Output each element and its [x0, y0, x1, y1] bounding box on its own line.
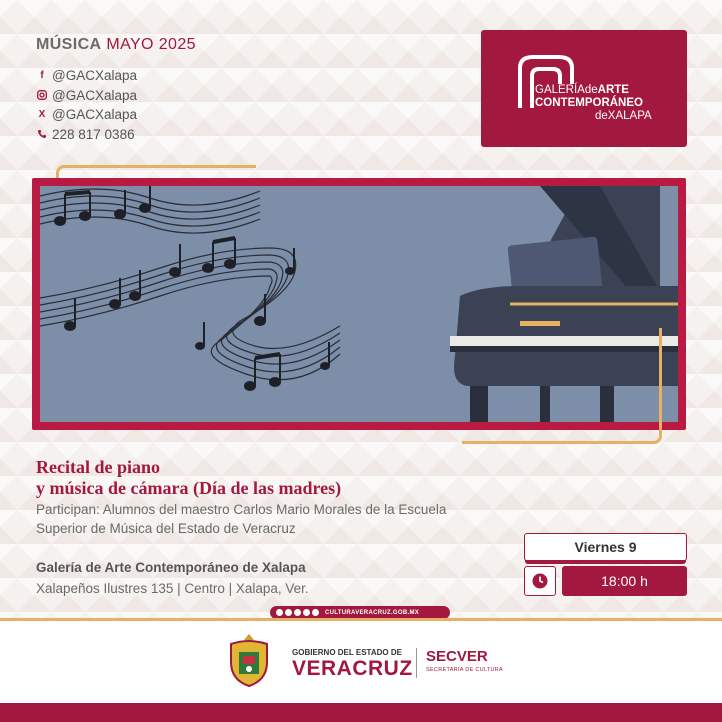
facebook-icon — [276, 609, 283, 616]
month-heading — [36, 36, 196, 54]
social-phone[interactable] — [36, 125, 137, 145]
footer-divider — [416, 648, 417, 678]
instagram-icon — [36, 89, 48, 101]
secver-logo: SECVER — [426, 648, 488, 665]
gold-frame-bottom — [462, 328, 662, 444]
event-title — [36, 457, 341, 499]
veracruz-coat-of-arms-icon — [226, 632, 272, 688]
social-phone-label: 228 817 0386 — [52, 126, 135, 142]
event-description: Participan: Alumnos del maestro Carlos Mario Morales de la Escuela Superior de Música del Estado de Veracruz — [36, 502, 447, 536]
section-label: MÚSICA — [36, 36, 102, 53]
social-x-label: @GACXalapa — [52, 107, 137, 123]
youtube-icon — [312, 609, 319, 616]
gov-big-text: VERACRUZ — [292, 657, 413, 680]
gallery-logo — [481, 30, 687, 147]
instagram-icon — [285, 609, 292, 616]
event-day: Viernes 9 — [524, 533, 687, 561]
social-x[interactable] — [36, 105, 137, 125]
clock-icon-box — [524, 566, 556, 596]
social-facebook[interactable] — [36, 66, 137, 86]
secver-subtitle: SECRETARÍA DE CULTURA — [426, 667, 503, 673]
x-icon — [294, 609, 301, 616]
gallery-logo-text: GALERÍAdeARTE CONTEMPORÁNEO deXALAPA — [535, 84, 652, 122]
social-instagram[interactable] — [36, 86, 137, 106]
footer-bar — [0, 703, 722, 722]
social-instagram-label: @GACXalapa — [52, 87, 137, 103]
web-url[interactable]: CULTURAVERACRUZ.GOB.MX — [325, 609, 420, 616]
event-time: 18:00 h — [562, 566, 687, 596]
x-icon: X — [38, 109, 46, 121]
clock-icon — [531, 572, 549, 590]
tiktok-icon — [303, 609, 310, 616]
phone-icon — [36, 128, 48, 140]
venue-address: Xalapeños Ilustres 135 | Centro | Xalapa, Ver. — [36, 581, 309, 596]
month-label: MAYO 2025 — [106, 36, 196, 53]
event-title-line1: Recital de piano — [36, 457, 160, 477]
gov-small-text: GOBIERNO DEL ESTADO DE — [292, 648, 402, 657]
event-title-line2: y música de cámara (Día de las madres) — [36, 478, 342, 498]
venue-name: Galería de Arte Contemporáneo de Xalapa — [36, 560, 306, 575]
social-list — [36, 66, 137, 144]
facebook-icon: f — [40, 70, 44, 82]
social-facebook-label: @GACXalapa — [52, 68, 137, 84]
